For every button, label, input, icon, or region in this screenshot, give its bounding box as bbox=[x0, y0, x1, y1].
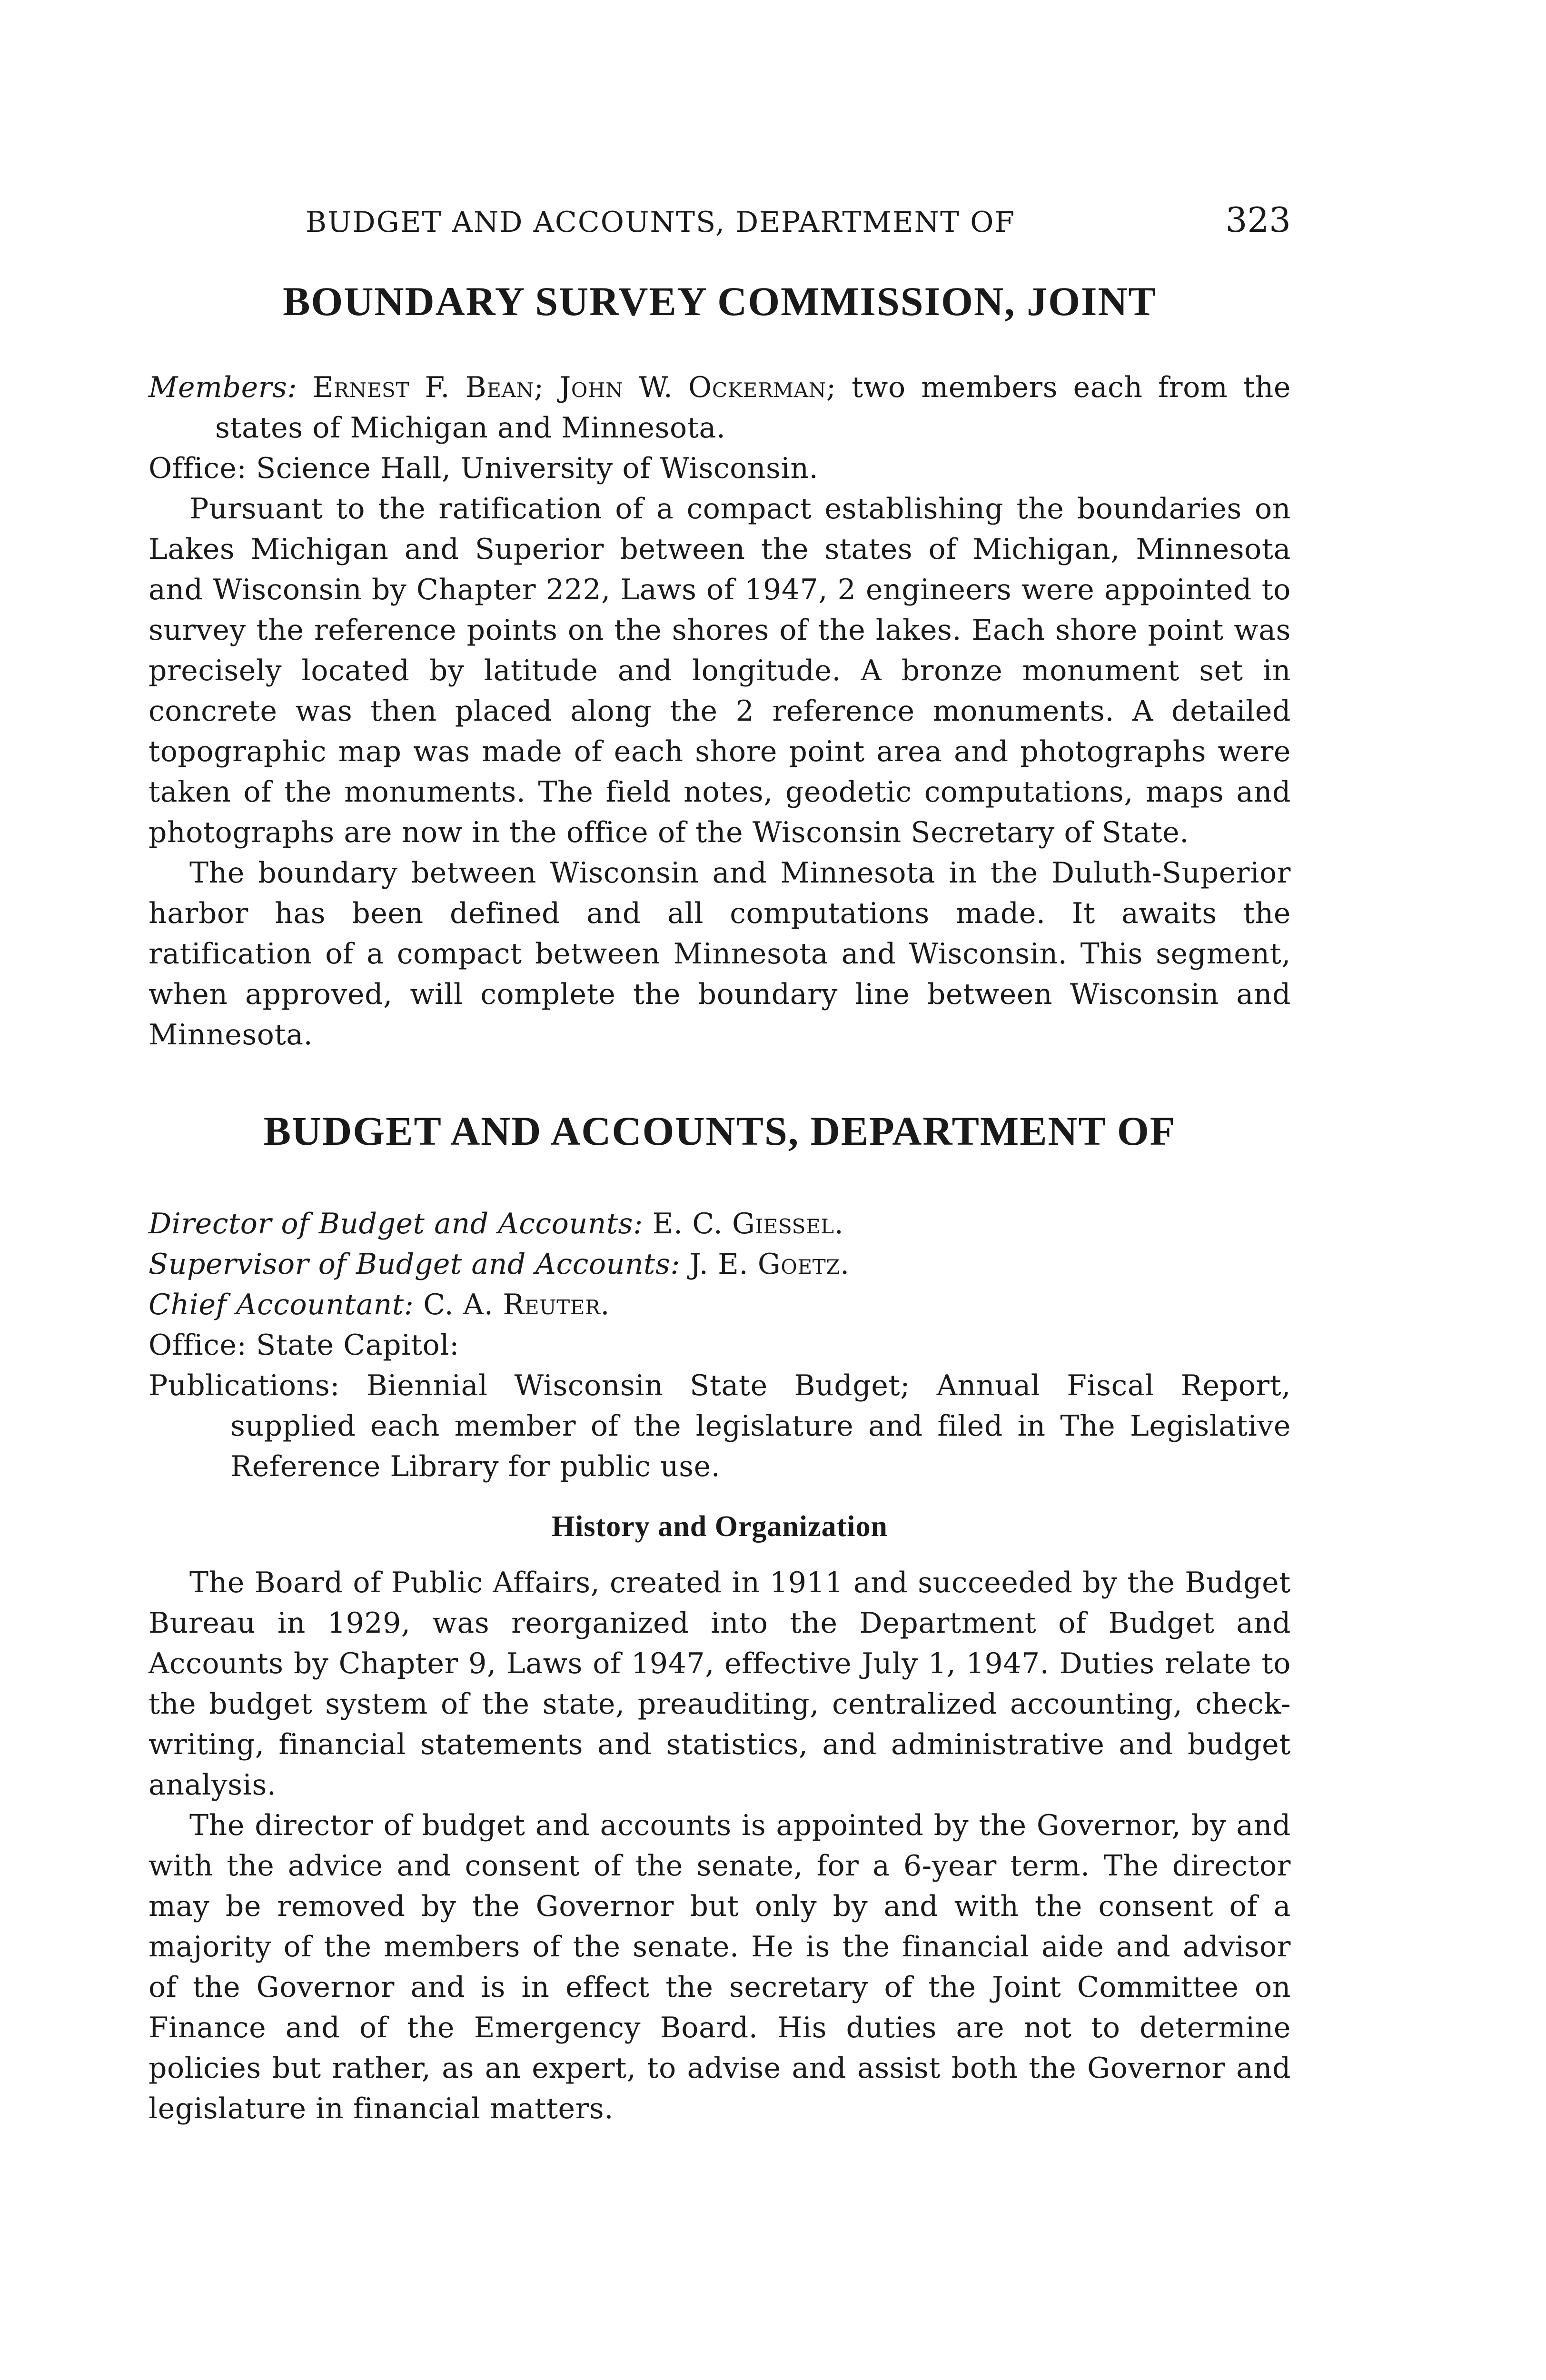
budget-office: Office: State Capitol: bbox=[149, 1329, 459, 1362]
section-title-boundary: BOUNDARY SURVEY COMMISSION, JOINT bbox=[283, 278, 1157, 324]
member-separator: ; bbox=[534, 371, 544, 404]
subhead-history: History and Organization bbox=[551, 1510, 888, 1543]
chief-accountant-name: C. A. Reuter. bbox=[423, 1288, 610, 1321]
director-name: E. C. Giessel. bbox=[652, 1207, 844, 1240]
chief-accountant-label: Chief Accountant: bbox=[149, 1288, 414, 1321]
supervisor-label: Supervisor of Budget and Accounts: bbox=[149, 1248, 681, 1281]
running-title: BUDGET AND ACCOUNTS, DEPARTMENT OF bbox=[306, 206, 1016, 239]
director-entry bbox=[149, 1204, 1291, 1244]
boundary-paragraph-1: Pursuant to the ratification of a compact establishing the boundaries on Lakes Michigan and Superior between the states of Michigan, Minnesota and Wisconsin by Chapter 222, Laws of 1947, 2 engineers were appointed to survey the reference points on the shores of the lakes. Each shore point was precisely located by latitude and longitude. A bronze monument set in concrete was then placed along the 2 reference monuments. A detailed topographic map was made of each shore point area and photographs were taken of the monuments. The field notes, geodetic computations, maps and photographs are now in the office of the Wisconsin Secretary of State. bbox=[149, 492, 1291, 849]
supervisor-name: J. E. Goetz. bbox=[689, 1248, 850, 1281]
member-bean: Ernest F. Bean bbox=[312, 371, 534, 404]
director-label: Director of Budget and Accounts: bbox=[149, 1207, 643, 1240]
members-entry bbox=[149, 367, 1291, 448]
running-header bbox=[149, 200, 1291, 243]
boundary-paragraph-2: The boundary between Wisconsin and Minnesota in the Duluth-Superior harbor has been defined and all computations made. It awaits the ratification of a compact between Minnesota and Wisconsin. This segment, when approved, will complete the boundary line between Wisconsin and Minnesota. bbox=[149, 856, 1291, 1051]
section-title-budget: BUDGET AND ACCOUNTS, DEPARTMENT OF bbox=[263, 1108, 1176, 1154]
publications-entry: Publications: Biennial Wisconsin State Budget; Annual Fiscal Report, supplied each member of the legislature and filed in The Legislative Reference Library for public use. bbox=[149, 1369, 1291, 1483]
boundary-office: Office: Science Hall, University of Wisconsin. bbox=[149, 452, 819, 485]
members-rest: ; two members each from the states of Michigan and Minnesota. bbox=[215, 371, 1291, 445]
budget-paragraph-2: The director of budget and accounts is appointed by the Governor, by and with the advice and consent of the senate, for a 6-year term. The director may be removed by the Governor but only by and with the consent of a majority of the members of the senate. He is the financial aide and advisor of the Governor and is in effect the secretary of the Joint Committee on Finance and of the Emergency Board. His duties are not to determine policies but rather, as an expert, to advise and assist both the Governor and legislature in financial matters. bbox=[149, 1809, 1291, 2125]
member-ockerman: John W. Ockerman bbox=[559, 371, 826, 404]
page-number: 323 bbox=[1225, 200, 1291, 240]
chief-accountant-entry bbox=[149, 1285, 1291, 1325]
budget-paragraph-1: The Board of Public Affairs, created in 1911 and succeeded by the Budget Bureau in 1929, was reorganized into the Department of Budget and Accounts by Chapter 9, Laws of 1947, effective July 1, 1947. Duties relate to the budget system of the state, preauditing, centralized accounting, check-writing, financial statements and statistics, and administrative and budget analysis. bbox=[149, 1566, 1291, 1802]
members-label: Members: bbox=[149, 371, 297, 404]
supervisor-entry bbox=[149, 1244, 1291, 1285]
document-page bbox=[149, 200, 1291, 2129]
